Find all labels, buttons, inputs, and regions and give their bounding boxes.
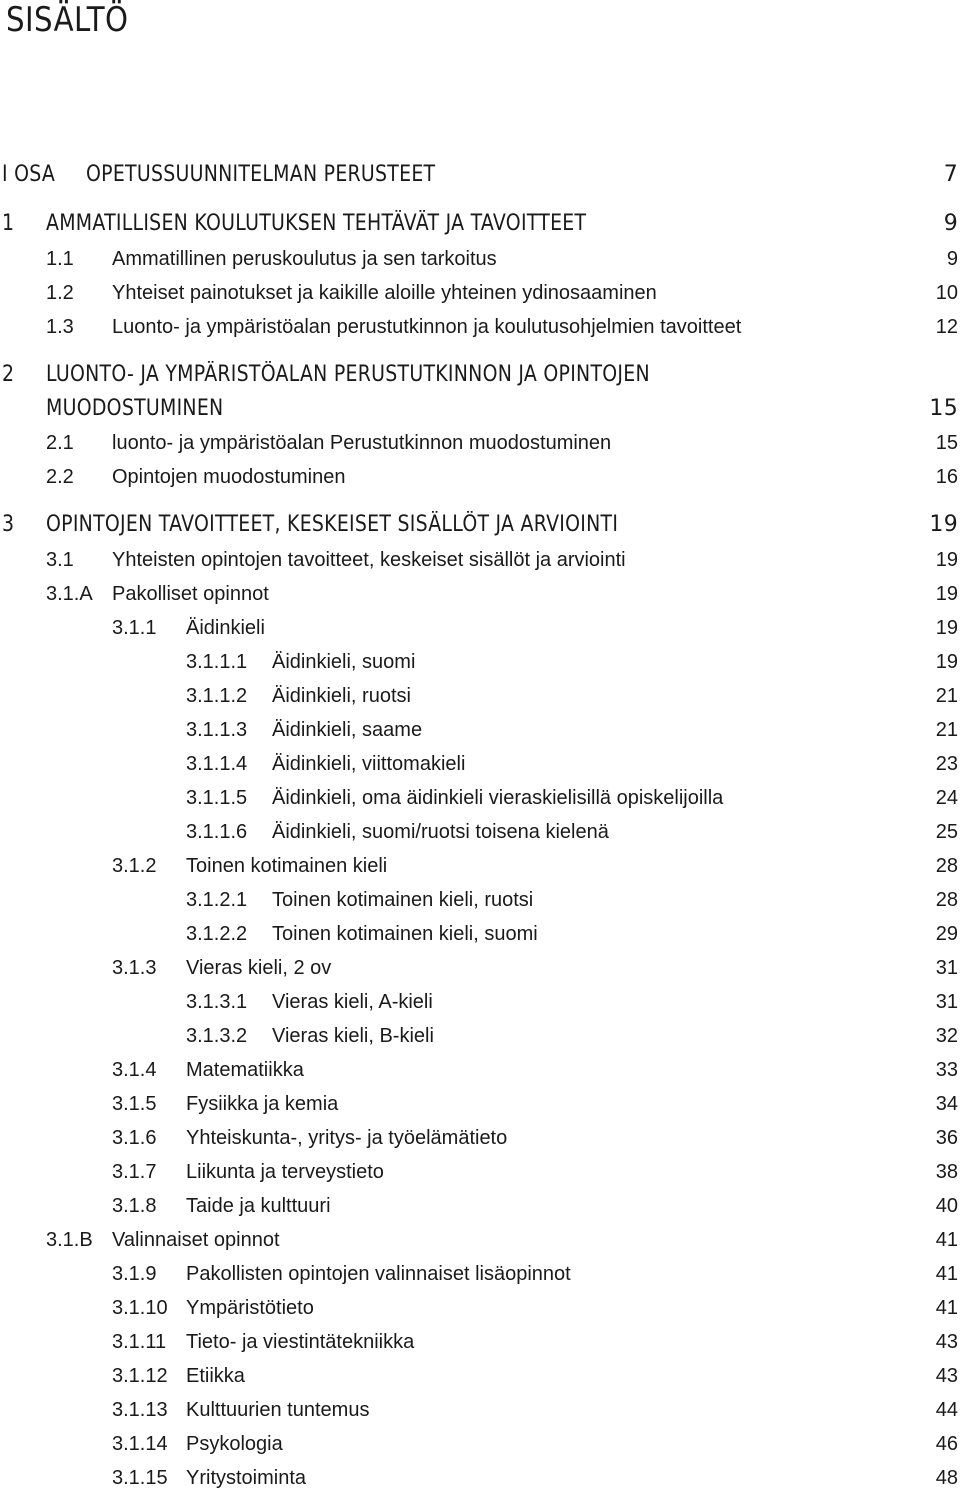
toc-entry-page-number: 32 (935, 1025, 958, 1047)
toc-entry[interactable] (0, 1223, 960, 1257)
toc-entry[interactable] (0, 1461, 960, 1495)
toc-entry-page-number: 19 (929, 512, 958, 537)
toc-entry-page-number: 41 (935, 1263, 958, 1285)
toc-entry-number: 1 (2, 211, 15, 236)
toc-entry-title: Vieras kieli, 2 ov (186, 957, 332, 979)
toc-entry-page-number: 24 (935, 787, 958, 809)
toc-entry[interactable] (0, 883, 960, 917)
toc-entry-title: Kulttuurien tuntemus (186, 1399, 370, 1421)
toc-entry[interactable] (0, 1325, 960, 1359)
toc-entry-title: LUONTO- JA YMPÄRISTÖALAN PERUSTUTKINNON JA OPINTOJEN (46, 362, 650, 387)
toc-entry-number: 3.1.8 (112, 1195, 157, 1217)
toc-entry-number: 3.1.13 (112, 1399, 168, 1421)
toc-entry-page-number: 23 (935, 753, 958, 775)
toc-entry-number: 3.1.1.2 (186, 685, 248, 707)
toc-entry-page-number: 28 (935, 889, 958, 911)
toc-entry[interactable] (0, 508, 960, 542)
toc-entry-number: 3.1.1.3 (186, 719, 248, 741)
toc-entry[interactable] (0, 577, 960, 611)
toc-entry-number: 3.1.7 (112, 1161, 157, 1183)
toc-entry-page-number: 15 (929, 396, 958, 421)
toc-entry-number: 3.1.B (46, 1229, 93, 1251)
toc-entry[interactable] (0, 1189, 960, 1223)
toc-entry-page-number: 21 (935, 719, 958, 741)
toc-entry-page-number: 44 (935, 1399, 958, 1421)
toc-entry-title: Äidinkieli, suomi (272, 651, 416, 673)
toc-entry-page-number: 10 (935, 282, 958, 304)
toc-entry-page-number: 40 (935, 1195, 958, 1217)
toc-entry[interactable] (0, 917, 960, 951)
toc-entry-page-number: 19 (935, 617, 958, 639)
toc-entry-title: Vieras kieli, B-kieli (272, 1025, 434, 1047)
toc-entry[interactable] (0, 1155, 960, 1189)
toc-entry-title: Äidinkieli, oma äidinkieli vieraskielisillä opiskelijoilla (272, 787, 724, 809)
toc-entry[interactable] (0, 207, 960, 241)
toc-entry-page-number: 48 (935, 1467, 958, 1489)
toc-entry-title: luonto- ja ympäristöalan Perustutkinnon muodostuminen (112, 432, 612, 454)
toc-entry-number: 3.1.14 (112, 1433, 168, 1455)
toc-entry-title: Ympäristötieto (186, 1297, 314, 1319)
toc-entry-page-number: 25 (935, 821, 958, 843)
toc-entry[interactable] (0, 1121, 960, 1155)
toc-entry-page-number: 19 (935, 583, 958, 605)
toc-entry-page-number: 43 (935, 1331, 958, 1353)
toc-entry-title: Toinen kotimainen kieli, ruotsi (272, 889, 534, 911)
toc-entry[interactable] (0, 815, 960, 849)
toc-entry-number: 3.1.2 (112, 855, 157, 877)
toc-entry-page-number: 36 (935, 1127, 958, 1149)
toc-entry[interactable] (0, 611, 960, 645)
toc-entry-title: Psykologia (186, 1433, 283, 1455)
toc-entry-number: 3.1.2.2 (186, 923, 248, 945)
toc-entry[interactable] (0, 158, 960, 192)
toc-entry[interactable] (0, 242, 960, 276)
toc-entry[interactable] (0, 1019, 960, 1053)
toc-entry[interactable] (0, 985, 960, 1019)
toc-entry-page-number: 31 (935, 991, 958, 1013)
toc-entry-number: 2 (2, 362, 15, 387)
toc-entry-page-number: 29 (935, 923, 958, 945)
toc-entry-title: OPINTOJEN TAVOITTEET, KESKEISET SISÄLLÖT JA ARVIOINTI (46, 512, 619, 537)
toc-entry-number: 3.1.3.2 (186, 1025, 248, 1047)
toc-entry-number: 2.2 (46, 466, 74, 488)
toc-entry-number: I OSA (2, 162, 56, 187)
toc-entry[interactable] (0, 1053, 960, 1087)
toc-entry-number: 3 (2, 512, 15, 537)
toc-entry-title: Matematiikka (186, 1059, 304, 1081)
toc-entry-page-number: 19 (935, 549, 958, 571)
toc-entry-number: 3.1.12 (112, 1365, 168, 1387)
toc-entry-title: Pakollisten opintojen valinnaiset lisäopinnot (186, 1263, 571, 1285)
toc-entry-page-number: 41 (935, 1297, 958, 1319)
toc-entry[interactable] (0, 849, 960, 883)
toc-entry-number: 2.1 (46, 432, 74, 454)
toc-entry-title: Taide ja kulttuuri (186, 1195, 331, 1217)
toc-entry-number: 1.1 (46, 248, 74, 270)
toc-entry-title: Ammatillinen peruskoulutus ja sen tarkoitus (112, 248, 497, 270)
toc-entry[interactable] (0, 310, 960, 344)
toc-entry-title: Toinen kotimainen kieli (186, 855, 388, 877)
toc-entry-page-number: 31 (935, 957, 958, 979)
toc-entry[interactable] (0, 781, 960, 815)
toc-entry-page-number: 38 (935, 1161, 958, 1183)
toc-entry-number: 3.1.3.1 (186, 991, 248, 1013)
toc-entry-page-number: 9 (943, 211, 958, 236)
toc-entry-number: 3.1.4 (112, 1059, 157, 1081)
toc-entry-title: Tieto- ja viestintätekniikka (186, 1331, 415, 1353)
toc-entry-page-number: 28 (935, 855, 958, 877)
toc-entry[interactable] (0, 543, 960, 577)
toc-entry-number: 1.2 (46, 282, 74, 304)
toc-entry[interactable] (0, 645, 960, 679)
toc-entry-page-number: 33 (935, 1059, 958, 1081)
toc-entry[interactable] (0, 713, 960, 747)
toc-entry[interactable] (0, 460, 960, 494)
toc-entry[interactable] (0, 747, 960, 781)
toc-entry-number: 3.1.1.5 (186, 787, 248, 809)
toc-entry-number: 3.1.5 (112, 1093, 157, 1115)
toc-entry-title: Äidinkieli, saame (272, 719, 423, 741)
toc-entry-number: 3.1.10 (112, 1297, 168, 1319)
toc-entry-number: 3.1.2.1 (186, 889, 248, 911)
toc-entry[interactable] (0, 1087, 960, 1121)
toc-entry[interactable] (0, 1427, 960, 1461)
toc-entry[interactable] (0, 392, 960, 426)
toc-entry-title: Äidinkieli, ruotsi (272, 685, 411, 707)
toc-entry-number: 1.3 (46, 316, 74, 338)
toc-entry-number: 3.1.1.4 (186, 753, 248, 775)
toc-entry-title: Etiikka (186, 1365, 245, 1387)
toc-entry-page-number: 15 (935, 432, 958, 454)
toc-entry-number: 3.1.1.6 (186, 821, 248, 843)
toc-entry-title: Pakolliset opinnot (112, 583, 269, 605)
toc-entry-page-number: 9 (946, 248, 958, 270)
toc-entry-title: Yritystoiminta (186, 1467, 307, 1489)
toc-entry-page-number: 41 (935, 1229, 958, 1251)
toc-entry-title: Yhteisten opintojen tavoitteet, keskeiset sisällöt ja arviointi (112, 549, 626, 571)
toc-entry-number: 3.1 (46, 549, 74, 571)
toc-entry-number: 3.1.A (46, 583, 93, 605)
toc-entry-number: 3.1.9 (112, 1263, 157, 1285)
toc-entry-number: 3.1.11 (112, 1331, 167, 1353)
toc-entry[interactable] (0, 1393, 960, 1427)
toc-entry-title: Valinnaiset opinnot (112, 1229, 280, 1251)
toc-entry-number: 3.1.1.1 (186, 651, 248, 673)
toc-entry[interactable] (0, 276, 960, 310)
toc-entry-title: Fysiikka ja kemia (186, 1093, 339, 1115)
toc-entry-title: Äidinkieli (186, 617, 265, 639)
toc-entry-title: Liikunta ja terveystieto (186, 1161, 384, 1183)
toc-entry-page-number: 7 (943, 162, 958, 187)
toc-entry-title: Luonto- ja ympäristöalan perustutkinnon ja koulutusohjelmien tavoitteet (112, 316, 742, 338)
toc-entry-title: MUODOSTUMINEN (46, 396, 224, 421)
toc-entry-page-number: 19 (935, 651, 958, 673)
toc-entry-page-number: 12 (935, 316, 958, 338)
toc-entry-number: 3.1.1 (112, 617, 157, 639)
page-title: SISÄLTÖ (6, 0, 129, 40)
toc-entry-number: 3.1.3 (112, 957, 157, 979)
toc-entry-page-number: 43 (935, 1365, 958, 1387)
toc-entry-title: Yhteiset painotukset ja kaikille aloille yhteinen ydinosaaminen (112, 282, 657, 304)
toc-entry-number: 3.1.15 (112, 1467, 168, 1489)
toc-entry[interactable] (0, 951, 960, 985)
toc-entry-title: Yhteiskunta-, yritys- ja työelämätieto (186, 1127, 508, 1149)
toc-entry[interactable] (0, 679, 960, 713)
toc-entry-page-number: 34 (935, 1093, 958, 1115)
toc-entry-title: Äidinkieli, suomi/ruotsi toisena kielenä (272, 821, 609, 843)
toc-entry-title: Äidinkieli, viittomakieli (272, 753, 466, 775)
toc-entry[interactable] (0, 1291, 960, 1325)
toc-entry-page-number: 16 (935, 466, 958, 488)
toc-entry[interactable] (0, 1359, 960, 1393)
toc-entry-title: AMMATILLISEN KOULUTUKSEN TEHTÄVÄT JA TAVOITTEET (46, 211, 587, 236)
toc-entry-page-number: 46 (935, 1433, 958, 1455)
toc-entry-title: Opintojen muodostuminen (112, 466, 346, 488)
toc-entry-page-number: 21 (935, 685, 958, 707)
toc-entry[interactable] (0, 1257, 960, 1291)
toc-entry-title: Vieras kieli, A-kieli (272, 991, 433, 1013)
toc-entry-number: 3.1.6 (112, 1127, 157, 1149)
toc-entry[interactable] (0, 426, 960, 460)
toc-entry-title: OPETUSSUUNNITELMAN PERUSTEET (86, 162, 436, 187)
toc-entry[interactable] (0, 358, 960, 392)
toc-entry-title: Toinen kotimainen kieli, suomi (272, 923, 538, 945)
